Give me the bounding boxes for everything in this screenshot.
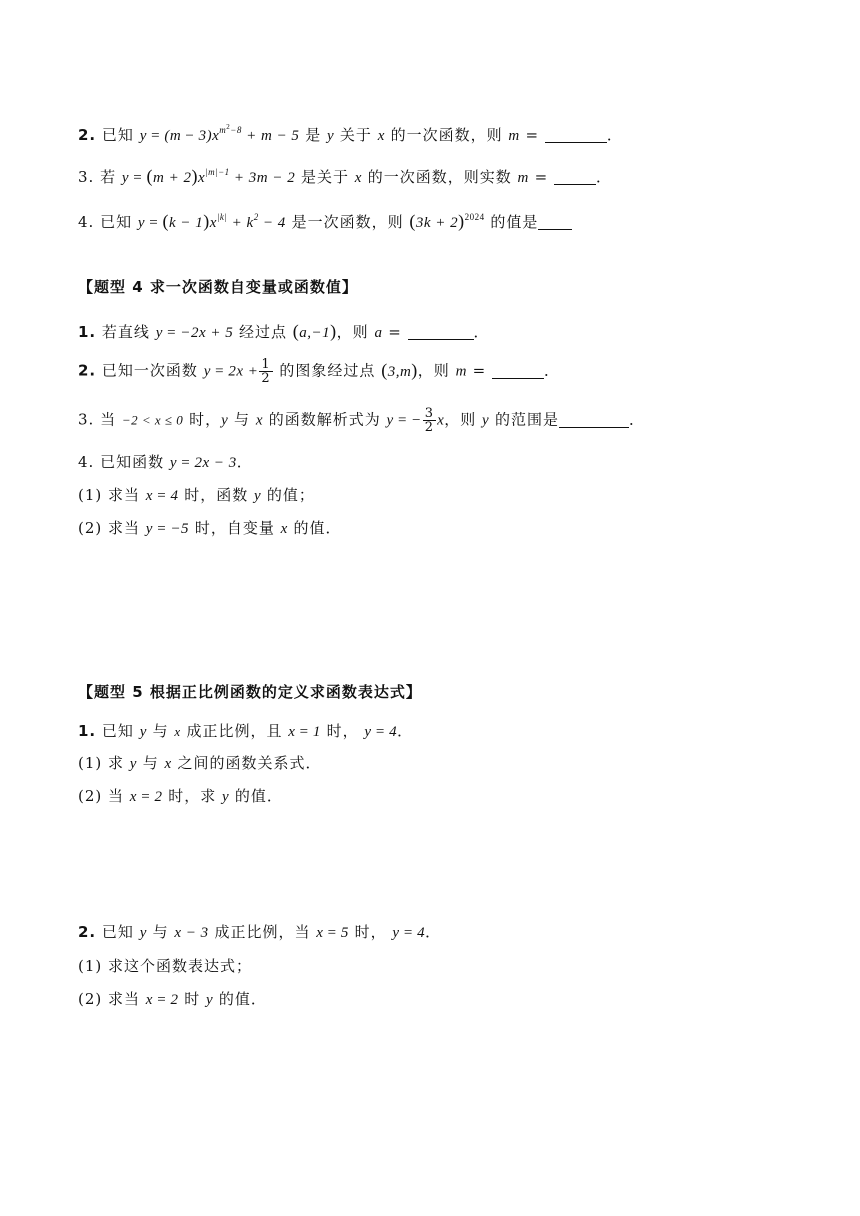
t4-question-3: 3. 当 −2 < x ≤ 0 时，y 与 x 的函数解析式为 y = − $\frac{3}{2}$ x，则 y 的范围是 ． [78, 406, 645, 435]
t5-question-2-part-1: (1) 求这个函数表达式； [78, 957, 253, 975]
t5-question-1: 1. 已知 y 与 x 成正比例，且 x = 1 时， y = 4． [78, 722, 414, 740]
t4-question-4-part-1: (1) 求当 x = 4 时，函数 y 的值； [78, 486, 315, 504]
t5-question-2: 2. 已知 y 与 x − 3 成正比例，当 x = 5 时， y = 4． [78, 923, 442, 941]
question-number: 2. [78, 126, 97, 144]
question-2: 2. 已知 $y = (m - 3)x^{m^2-8} + m - 5$ 是 y 关于 x 的一次函数，则 m = ． [78, 123, 623, 144]
t5-question-1-part-2: (2) 当 x = 2 时，求 y 的值． [78, 787, 283, 805]
question-4: 4. 已知 $y = (k - 1)x^{|k|} + k^2 - 4$ 是一次函数，则 $(3k + 2)^{2024}$ 的值是 [78, 206, 572, 234]
section-heading-5: 【题型 5 根据正比例函数的定义求函数表达式】 [78, 683, 422, 701]
t5-question-2-part-2: (2) 求当 x = 2 时 y 的值． [78, 990, 267, 1008]
t4-question-4-part-2: (2) 求当 y = −5 时，自变量 x 的值． [78, 519, 342, 537]
section-heading-4: 【题型 4 求一次函数自变量或函数值】 [78, 278, 358, 296]
t5-question-1-part-1: (1) 求 y 与 x 之间的函数关系式． [78, 754, 322, 772]
question-3: 3. 若 $y = (m + 2)x^{|m|-1} + 3m - 2$ 是关于 x 的一次函数，则实数 m = ． [78, 166, 612, 186]
t4-question-1: 1. 若直线 y = −2x + 5 经过点 (a,−1)，则 a = ． [78, 321, 490, 341]
t4-question-2: 2. 已知一次函数 y = 2x + $\frac{1}{2}$ 的图象经过点 (3,m)，则 m = ． [78, 357, 561, 386]
t4-question-4: 4. 已知函数 y = 2x − 3． [78, 453, 253, 471]
